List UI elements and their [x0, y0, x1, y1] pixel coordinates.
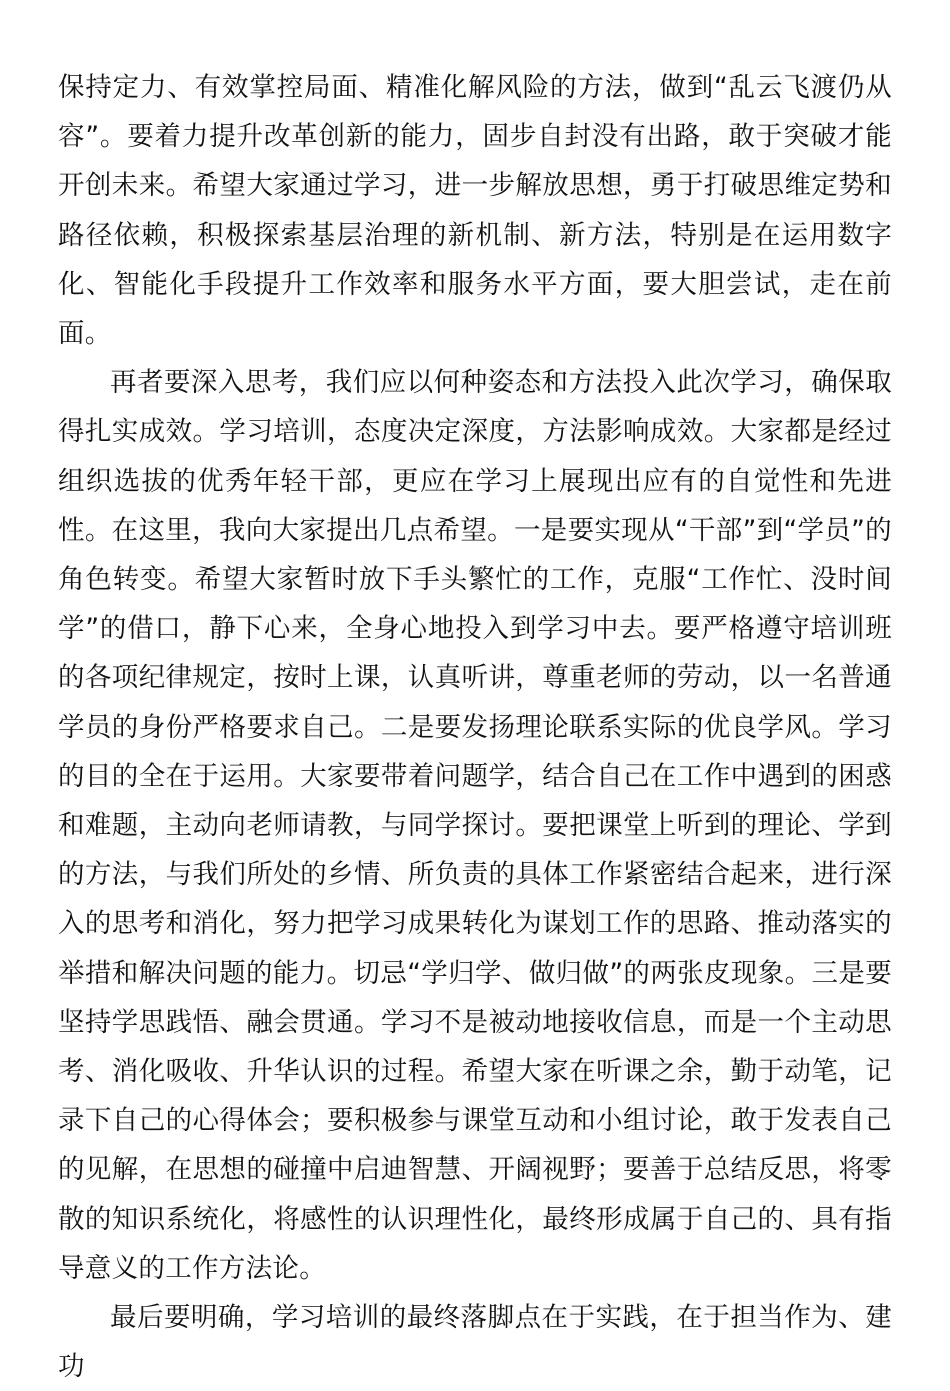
paragraph-continued: 保持定力、有效掌控局面、精准化解风险的方法，做到“乱云飞渡仍从容”。要着力提升改革创新的能力，固步自封没有出路，敢于突破才能开创未来。希望大家通过学习，进一步解放思想，勇于打破思维定势和路径依赖，积极探索基层治理的新机制、新方法，特别是在运用数字化、智能化手段提升工作效率和服务水平方面，要大胆尝试，走在前面。 — [58, 72, 892, 350]
paragraph-study-approach: 再者要深入思考，我们应以何种姿态和方法投入此次学习，确保取得扎实成效。学习培训，态度决定深度，方法影响成效。大家都是经过组织选拔的优秀年轻干部，更应在学习上展现出应有的自觉性和先进性。在这里，我向大家提出几点希望。一是要实现从“干部”到“学员”的角色转变。希望大家暂时放下手头繁忙的工作，克服“工作忙、没时间学”的借口，静下心来，全身心地投入到学习中去。要严格遵守培训班的各项纪律规定，按时上课，认真听讲，尊重老师的劳动，以一名普通学员的身份严格要求自己。二是要发扬理论联系实际的优良学风。学习的目的全在于运用。大家要带着问题学，结合自己在工作中遇到的困惑和难题，主动向老师请教，与同学探讨。要把课堂上听到的理论、学到的方法，与我们所处的乡情、所负责的具体工作紧密结合起来，进行深入的思考和消化，努力把学习成果转化为谋划工作的思路、推动落实的举措和解决问题的能力。切忌“学归学、做归做”的两张皮现象。三是要坚持学思践悟、融会贯通。学习不是被动地接收信息，而是一个主动思考、消化吸收、升华认识的过程。希望大家在听课之余，勤于动笔，记录下自己的心得体会；要积极参与课堂互动和小组讨论，敢于发表自己的见解，在思想的碰撞中启迪智慧、开阔视野；要善于总结反思，将零散的知识系统化，将感性的认识理性化，最终形成属于自己的、具有指导意义的工作方法论。 — [58, 367, 892, 1284]
document-body — [58, 63, 892, 1391]
paragraph-final: 最后要明确，学习培训的最终落脚点在于实践，在于担当作为、建功 — [58, 1302, 892, 1383]
